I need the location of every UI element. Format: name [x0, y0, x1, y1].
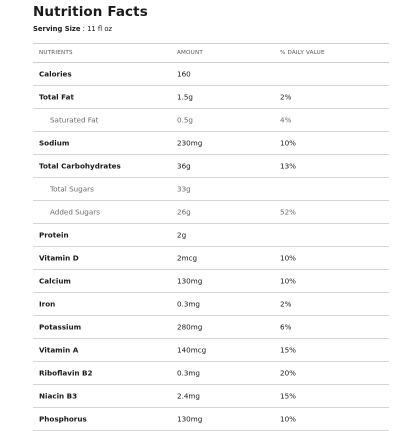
nutrient-name: Added Sugars	[50, 207, 100, 217]
table-row	[33, 178, 389, 201]
nutrient-daily-value: 10%	[280, 414, 296, 424]
nutrient-name: Vitamin D	[39, 253, 79, 263]
nutrient-amount: 130mg	[177, 276, 203, 286]
nutrient-name: Niacin B3	[39, 391, 78, 401]
table-row	[33, 86, 389, 109]
nutrient-amount: 33g	[177, 184, 191, 194]
nutrient-daily-value: 15%	[280, 391, 296, 401]
nutrient-daily-value: 15%	[280, 345, 296, 355]
nutrient-amount: 280mg	[177, 322, 203, 332]
table-row	[33, 270, 389, 293]
table-row	[33, 339, 389, 362]
nutrient-amount: 140mcg	[177, 345, 207, 355]
serving-size-label: Serving Size	[33, 25, 81, 33]
header-amount: AMOUNT	[177, 50, 203, 56]
nutrient-name: Iron	[39, 299, 56, 309]
table-row	[33, 385, 389, 408]
serving-size-value: : 11 fl oz	[82, 25, 113, 33]
table-row	[33, 408, 389, 431]
nutrient-name: Calories	[39, 69, 72, 79]
nutrition-table	[33, 43, 389, 431]
nutrient-name: Sodium	[39, 138, 70, 148]
header-nutrients: NUTRIENTS	[39, 50, 73, 56]
nutrient-name: Vitamin A	[39, 345, 79, 355]
table-row	[33, 63, 389, 86]
nutrient-daily-value: 13%	[280, 161, 296, 171]
nutrient-amount: 0.5g	[177, 115, 193, 125]
nutrient-daily-value: 52%	[280, 207, 296, 217]
table-row	[33, 155, 389, 178]
table-row	[33, 316, 389, 339]
nutrient-amount: 230mg	[177, 138, 203, 148]
nutrient-amount: 2mcg	[177, 253, 198, 263]
page-title: Nutrition Facts	[33, 4, 148, 20]
nutrient-amount: 2g	[177, 230, 187, 240]
nutrient-amount: 0.3mg	[177, 368, 200, 378]
nutrient-name: Total Carbohydrates	[39, 161, 121, 171]
nutrient-amount: 130mg	[177, 414, 203, 424]
nutrient-name: Total Sugars	[50, 184, 94, 194]
table-header	[33, 43, 389, 63]
nutrient-name: Protein	[39, 230, 69, 240]
nutrient-daily-value: 10%	[280, 138, 296, 148]
nutrient-name: Saturated Fat	[50, 115, 99, 125]
table-row	[33, 109, 389, 132]
nutrient-amount: 160	[177, 69, 191, 79]
nutrient-amount: 1.5g	[177, 92, 193, 102]
nutrient-daily-value: 4%	[280, 115, 292, 125]
nutrient-daily-value: 2%	[280, 92, 292, 102]
nutrient-name: Phosphorus	[39, 414, 87, 424]
nutrient-daily-value: 2%	[280, 299, 292, 309]
table-row	[33, 293, 389, 316]
nutrient-daily-value: 20%	[280, 368, 296, 378]
nutrient-name: Riboflavin B2	[39, 368, 93, 378]
nutrient-daily-value: 10%	[280, 253, 296, 263]
nutrient-name: Potassium	[39, 322, 82, 332]
nutrient-amount: 0.3mg	[177, 299, 200, 309]
serving-size	[33, 25, 112, 33]
table-row	[33, 132, 389, 155]
table-row	[33, 247, 389, 270]
table-row	[33, 201, 389, 224]
nutrient-amount: 36g	[177, 161, 191, 171]
table-row	[33, 362, 389, 385]
nutrient-daily-value: 6%	[280, 322, 292, 332]
nutrient-name: Calcium	[39, 276, 71, 286]
table-row	[33, 224, 389, 247]
nutrient-name: Total Fat	[39, 92, 74, 102]
nutrient-amount: 2.4mg	[177, 391, 200, 401]
nutrient-daily-value: 10%	[280, 276, 296, 286]
nutrient-amount: 26g	[177, 207, 191, 217]
header-daily-value: % DAILY VALUE	[280, 50, 325, 56]
